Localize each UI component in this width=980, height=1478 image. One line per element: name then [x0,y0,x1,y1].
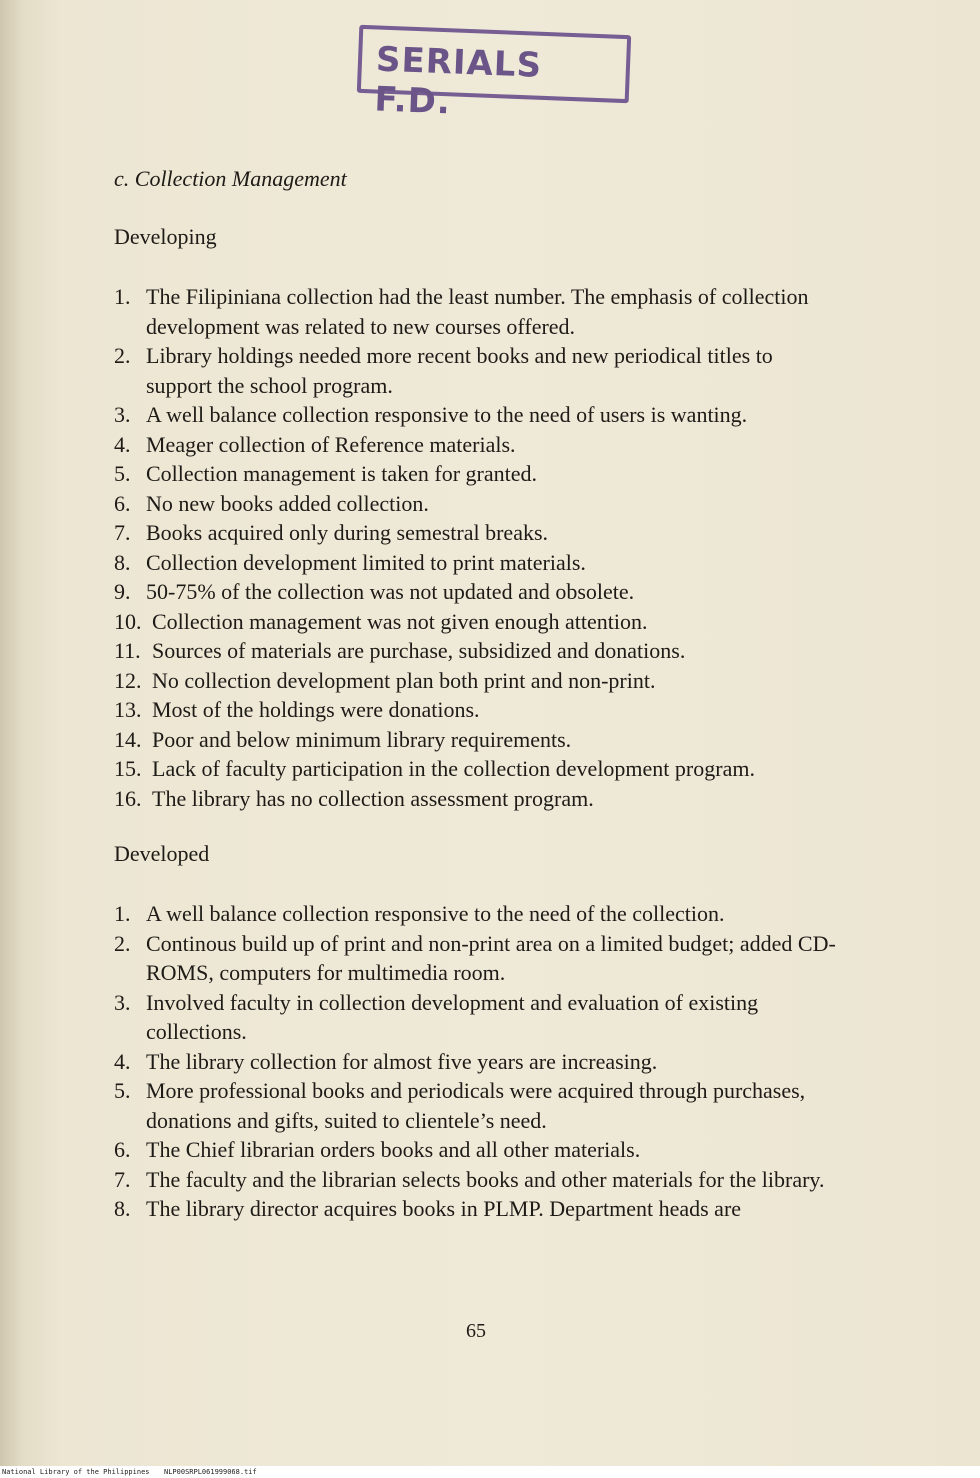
list-item-number: 4. [114,1048,131,1074]
list-item-number: 6. [114,1137,131,1162]
list-item [114,518,834,548]
developing-list [114,282,834,813]
list-item-text: Collection management is taken for granted. [146,461,537,486]
list-item-number: 10. [114,608,142,634]
list-item [114,754,834,784]
list-item [114,1047,839,1077]
list-item [114,725,834,755]
list-item-number: 2. [114,930,131,956]
list-item [114,400,834,430]
list-item-number: 16. [114,785,142,811]
developing-heading: Developing [114,224,217,249]
list-item-text: Most of the holdings were donations. [152,697,480,722]
list-item-text: Collection management was not given enough attention. [152,608,648,634]
list-item-number: 7. [114,520,131,545]
list-item-number: 14. [114,726,142,752]
list-item-text: Lack of faculty participation in the collection development program. [152,756,755,781]
developed-heading: Developed [114,841,210,866]
list-item-text: Involved faculty in collection development and evaluation of existing collections. [146,989,759,1044]
list-item-text: Sources of materials are purchase, subsidized and donations. [152,638,686,663]
list-item [114,548,834,578]
list-item-text: A well balance collection responsive to the need of users is wanting. [146,402,748,427]
list-item [114,666,834,696]
list-item-text: More professional books and periodicals were acquired through purchases, donations and gifts, suited to clientele’s need. [146,1078,806,1133]
list-item [114,899,839,929]
page-number: 65 [466,1320,486,1342]
list-item-text: The Chief librarian orders books and all other materials. [146,1137,641,1162]
list-item-text: The Filipiniana collection had the least number. The emphasis of collection development was related to new courses offered. [146,284,809,339]
list-item-text: Library holdings needed more recent books and new periodical titles to support the school program. [146,343,773,398]
list-item [114,988,839,1047]
list-item-number: 2. [114,343,131,368]
list-item-number: 8. [114,1196,131,1221]
list-item [114,577,834,607]
list-item-number: 11. [114,638,141,663]
list-item [114,430,834,460]
list-item-text: Continous build up of print and non-print area on a limited budget; added CD-ROMS, computers for multimedia room. [146,930,836,985]
list-item-number: 1. [114,901,131,926]
list-item [114,341,834,400]
list-item [114,1076,839,1135]
list-item [114,1194,839,1224]
list-item [114,489,834,519]
section-title: c. Collection Management [114,166,347,191]
list-item-number: 6. [114,490,131,516]
scan-footer [0,1466,980,1478]
list-item-number: 4. [114,431,131,457]
list-item-number: 3. [114,402,131,427]
list-item-text: The faculty and the librarian selects books and other materials for the library. [146,1166,825,1192]
list-item-number: 1. [114,284,131,309]
list-item-text: The library has no collection assessment program. [152,785,594,811]
footer-library-name: National Library of the Philippines [2,1468,150,1476]
list-item-text: The library collection for almost five years are increasing. [146,1048,658,1074]
list-item-text: No collection development plan both print and non-print. [152,667,656,693]
list-item-text: The library director acquires books in PLMP. Department heads are [146,1196,742,1221]
list-item-number: 5. [114,1078,131,1103]
list-item-number: 5. [114,461,131,486]
list-item [114,282,834,341]
list-item-number: 12. [114,667,142,693]
list-item-text: Collection development limited to print materials. [146,549,586,575]
list-item-text: Meager collection of Reference materials. [146,431,516,457]
list-item [114,607,834,637]
list-item-text: Books acquired only during semestral breaks. [146,520,549,545]
list-item-text: No new books added collection. [146,490,429,516]
footer-file-name: NLP00SRPL061999068.tif [164,1468,257,1476]
list-item [114,695,834,725]
developed-list [114,899,839,1224]
list-item [114,929,839,988]
list-item-text: 50-75% of the collection was not updated and obsolete. [146,579,635,604]
list-item-text: A well balance collection responsive to the need of the collection. [146,901,725,926]
list-item [114,636,834,666]
list-item-number: 15. [114,756,142,781]
serials-stamp: SERIALS F.D. [357,25,631,103]
list-item [114,1135,839,1165]
list-item-number: 8. [114,549,131,575]
list-item-number: 9. [114,579,131,604]
list-item [114,459,834,489]
list-item-number: 13. [114,697,142,722]
list-item [114,1165,839,1195]
list-item-number: 7. [114,1166,131,1192]
list-item-text: Poor and below minimum library requirements. [152,726,572,752]
list-item-number: 3. [114,989,131,1015]
list-item [114,784,834,814]
